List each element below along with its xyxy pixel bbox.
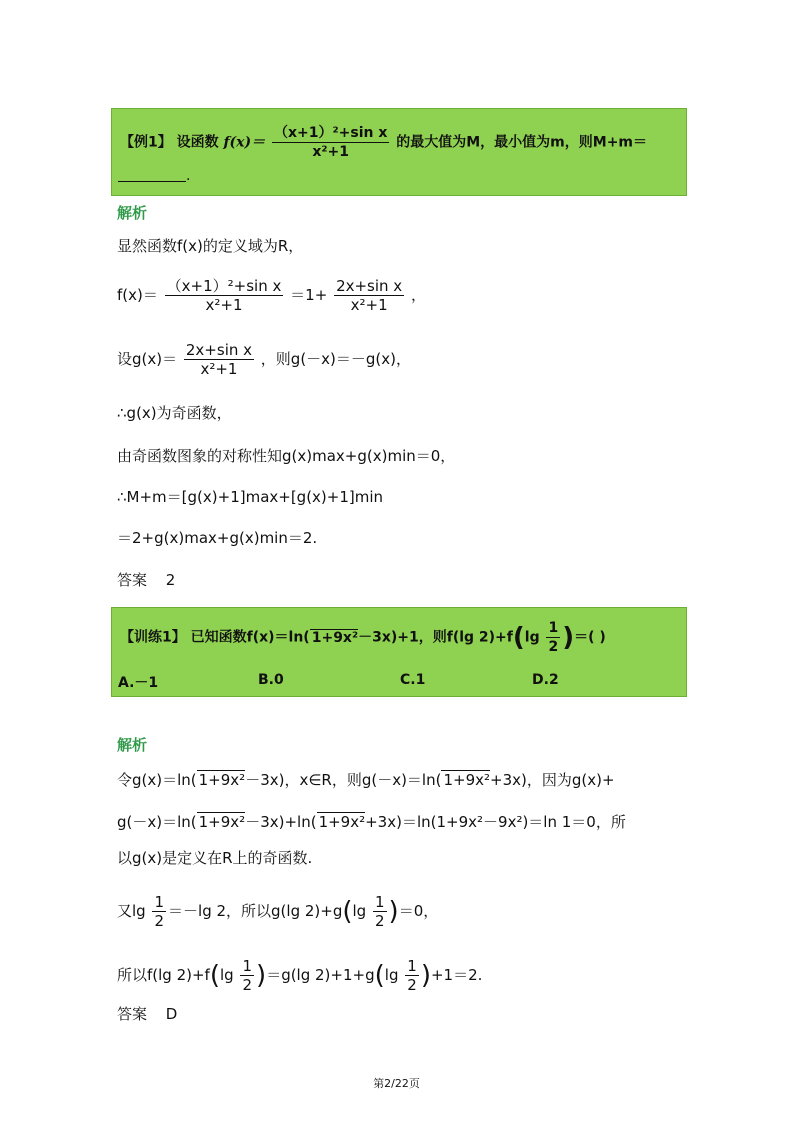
option-b[interactable]: B.0 <box>258 672 284 688</box>
text: ＝g(lg 2)+1+g <box>266 966 375 984</box>
text: lg <box>220 966 234 984</box>
frac-den: 2 <box>154 912 165 930</box>
sqrt-radicand: 1+9x² <box>443 771 491 789</box>
answer-blank-line <box>118 167 190 184</box>
example-tail: 的最大值为M，最小值为m，则M+m＝ <box>396 134 648 151</box>
page-number: 第2/22页 <box>373 1077 420 1090</box>
frac-num: （x+1）²+sin x <box>166 277 282 295</box>
example-box <box>111 108 687 196</box>
solution2-line-5: 所以f(lg 2)+f(lg $\frac{1}{2}$ )＝g(lg 2)+1+g(lg $\frac{1}{2}$ )+1＝2. <box>117 957 483 994</box>
frac-den: 2 <box>242 976 253 994</box>
frac-num: 2x+sin x <box>336 277 403 295</box>
solution-line-7: ＝2+g(x)max+g(x)min＝2. <box>117 529 318 547</box>
example-denominator: x²+1 <box>312 144 349 160</box>
answer-value: 2 <box>165 571 176 589</box>
text: 所以f(lg 2)+f <box>117 966 210 984</box>
stem-lg: lg <box>524 629 540 646</box>
solution2-line-3: 以g(x)是定义在R上的奇函数. <box>117 849 313 867</box>
answer-row <box>117 570 175 590</box>
text: －3x)，x∈R，则g(－x)＝ln( <box>245 771 442 789</box>
example-fraction <box>272 125 389 160</box>
solution2-line-1 <box>117 770 615 790</box>
option-d[interactable]: D.2 <box>532 672 559 688</box>
solution-line-2 <box>117 278 426 313</box>
answer-value: D <box>165 1005 178 1023</box>
sqrt-radicand: 1+9x² <box>318 813 366 831</box>
example-lead: 设函数 <box>176 134 219 151</box>
text: lg <box>384 966 399 984</box>
solution2-line-4: 又lg $\frac{1}{2}$ ＝－lg 2，所以g(lg 2)+g(lg $\frac{1}{2}$ )＝0， <box>117 893 439 930</box>
frac-num: 1 <box>407 957 417 975</box>
answer-blank <box>118 167 186 182</box>
answer-label: 答案 <box>117 571 148 589</box>
text: －3x)+ln( <box>245 813 317 831</box>
expr-lhs: f(x)＝ <box>117 286 158 304</box>
solution-heading: 解析 <box>117 204 148 222</box>
frac-den: x²+1 <box>200 360 238 378</box>
answer2-row <box>117 1004 177 1024</box>
expr-mid: ＝1+ <box>290 286 328 304</box>
option-c[interactable]: C.1 <box>400 672 426 688</box>
frac-num: 1 <box>242 957 253 975</box>
text: 令g(x)＝ln( <box>117 771 197 789</box>
training-tag: 【训练1】 <box>120 629 186 646</box>
solution-line-4: ∴g(x)为奇函数， <box>117 404 232 422</box>
frac-den: 2 <box>375 912 385 930</box>
expr-lhs: 设g(x)＝ <box>117 350 178 368</box>
example-tag: 【例1】 <box>120 134 172 151</box>
sqrt-radicand: 1+9x² <box>198 813 246 831</box>
solution2-heading: 解析 <box>117 736 148 754</box>
example-numerator: （x+1）²+sin x <box>274 125 388 141</box>
stem-part-c: ＝( ) <box>574 629 606 646</box>
stem-part-b: －3x)+1，则f(lg 2)+f <box>358 629 513 646</box>
example-stem <box>120 125 647 160</box>
solution-line-5: 由奇函数图象的对称性知g(x)max+g(x)min＝0， <box>117 447 456 465</box>
text: ＝0， <box>398 902 439 920</box>
frac-den: x²+1 <box>350 296 388 314</box>
blank-period: . <box>186 168 191 184</box>
stem-part-a: 已知函数f(x)＝ln( <box>190 629 310 646</box>
training-stem: 【训练1】 已知函数f(x)＝ln( 1+9x²－3x)+1，则f(lg 2)+f(lg $\frac{1}{2}$ )＝( ) <box>120 620 606 655</box>
option-a[interactable]: A.－1 <box>118 675 159 691</box>
example-fx: f(x)＝ <box>223 134 266 151</box>
frac-den: 2 <box>407 976 417 994</box>
solution2-line-2 <box>117 812 626 832</box>
frac-num: 2x+sin x <box>185 341 253 359</box>
frac-num: 1 <box>154 893 165 911</box>
training-box <box>111 607 687 697</box>
expr-end: ， <box>410 286 426 304</box>
frac-num: 1 <box>548 620 559 636</box>
sqrt-radicand: 1+9x² <box>198 771 246 789</box>
text: +3x)＝ln(1+9x²－9x²)＝ln 1＝0，所 <box>365 813 626 831</box>
expr-rhs: ，则g(－x)＝－g(x)， <box>260 350 412 368</box>
text: lg <box>352 902 367 920</box>
text: ＝－lg 2，所以g(lg 2)+g <box>168 902 343 920</box>
answer-label: 答案 <box>117 1005 148 1023</box>
solution-line-3 <box>117 342 411 377</box>
solution-line-6: ∴M+m＝[g(x)+1]max+[g(x)+1]min <box>117 488 384 506</box>
frac-num: 1 <box>375 893 385 911</box>
text: +1＝2. <box>430 966 483 984</box>
text: g(－x)＝ln( <box>117 813 197 831</box>
frac-den: x²+1 <box>205 296 243 314</box>
frac-den: 2 <box>548 639 559 655</box>
solution-line-1: 显然函数f(x)的定义域为R， <box>117 237 304 255</box>
text: 又lg <box>117 902 146 920</box>
sqrt-radicand: 1+9x² <box>311 629 359 646</box>
text: +3x)，因为g(x)+ <box>490 771 615 789</box>
